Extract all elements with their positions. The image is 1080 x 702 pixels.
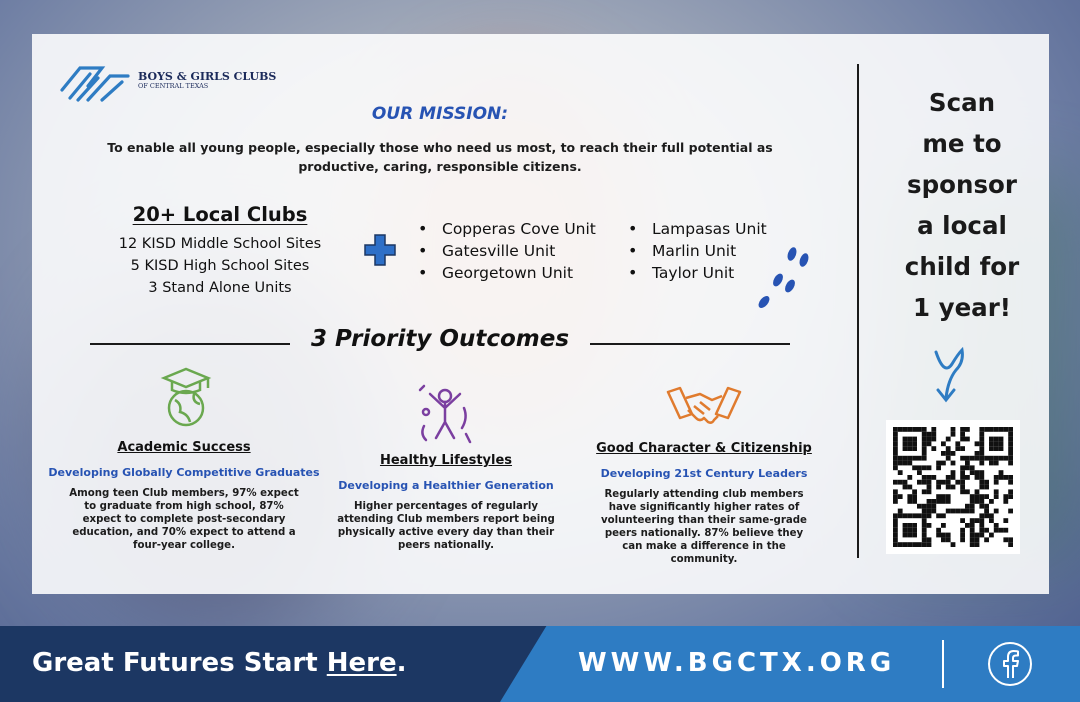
footer-divider xyxy=(942,640,944,688)
sponsor-line: child for xyxy=(904,252,1020,281)
outcome-title: Healthy Lifestyles xyxy=(379,453,513,468)
divider-line xyxy=(90,343,290,345)
plus-icon xyxy=(362,232,398,268)
divider-line xyxy=(590,343,790,345)
sponsor-line: me to xyxy=(922,129,1002,158)
unit-item: • Copperas Cove Unit xyxy=(418,218,596,240)
hands-logo-icon xyxy=(58,60,134,106)
footprints-icon xyxy=(752,244,812,314)
sponsor-line: Scan xyxy=(928,88,996,117)
outcome-subtitle: Developing 21st Century Leaders xyxy=(600,467,808,480)
clubs-line: 12 KISD Middle School Sites xyxy=(118,236,322,252)
website-link[interactable]: WWW.BGCTX.ORG xyxy=(578,648,896,678)
outcome-text: Among teen Club members, 97% expect to graduate from high school, 87% expect to complete post-secondary education, and 70% expect to attend a four-year college. xyxy=(69,488,299,551)
curly-arrow-icon xyxy=(930,346,974,408)
units-column-2 xyxy=(628,218,767,284)
clubs-line: 3 Stand Alone Units xyxy=(148,280,292,296)
mission-title: OUR MISSION: xyxy=(371,104,509,124)
graduation-globe-icon xyxy=(158,366,214,428)
clubs-list xyxy=(100,233,340,299)
unit-item: • Gatesville Unit xyxy=(418,240,596,262)
outcome-title: Good Character & Citizenship xyxy=(596,441,812,456)
sponsor-line: a local xyxy=(917,211,1007,240)
clubs-line: 5 KISD High School Sites xyxy=(130,258,310,274)
outcome-text: Regularly attending club members have significantly higher rates of volunteering than their same-grade peers nationally. 87% believe they can make a difference in the community. xyxy=(601,489,807,565)
vertical-divider xyxy=(857,64,859,558)
logo-line1: BOYS & GIRLS CLUBS xyxy=(138,70,277,83)
tagline-prefix: Great Futures Start xyxy=(32,648,327,678)
sponsor-line: sponsor xyxy=(907,170,1017,199)
outcome-title: Academic Success xyxy=(117,440,251,455)
facebook-icon[interactable] xyxy=(986,640,1034,688)
tagline-underlined: Here xyxy=(326,648,397,678)
unit-item: • Taylor Unit xyxy=(628,262,767,284)
handshake-icon xyxy=(666,384,742,428)
outcome-subtitle: Developing Globally Competitive Graduates xyxy=(48,466,320,479)
active-person-icon xyxy=(416,384,474,444)
outcomes-title: 3 Priority Outcomes xyxy=(310,326,570,352)
logo-line2: OF CENTRAL TEXAS xyxy=(138,82,209,90)
outcome-text: Higher percentages of regularly attending Club members report being physically active every day than their peers nationally. xyxy=(337,501,555,551)
footer-tagline xyxy=(32,648,406,678)
clubs-title: 20+ Local Clubs xyxy=(132,203,308,226)
outcomes-heading xyxy=(90,326,790,360)
units-column-1 xyxy=(418,218,596,284)
qr-code[interactable] xyxy=(886,420,1020,554)
qr-code-image xyxy=(886,420,1020,554)
sponsor-callout xyxy=(862,82,1062,328)
bgc-logo xyxy=(58,60,278,106)
unit-item: • Georgetown Unit xyxy=(418,262,596,284)
unit-item: • Lampasas Unit xyxy=(628,218,767,240)
unit-item: • Marlin Unit xyxy=(628,240,767,262)
sponsor-line: 1 year! xyxy=(913,293,1011,322)
tagline-suffix: . xyxy=(396,648,407,678)
mission-text: To enable all young people, especially those who need us most, to reach their full potential as productive, caring, responsible citizens. xyxy=(107,140,773,174)
outcome-subtitle: Developing a Healthier Generation xyxy=(338,479,554,492)
